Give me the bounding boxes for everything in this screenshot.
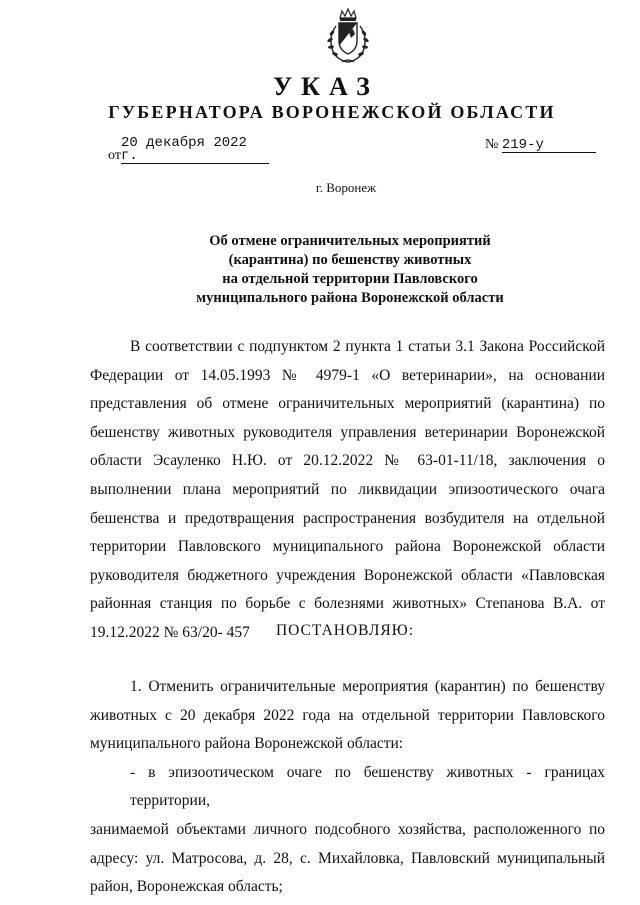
preamble-line: территории Павловского муниципального района Воронежской области	[90, 538, 605, 556]
subject-line: Об отмене ограничительных мероприятий	[209, 233, 491, 249]
preamble-line: бешенству животных руководителя управления ветеринарии Воронежской	[90, 423, 605, 441]
resolve-heading: ПОСТАНОВЛЯЮ:	[275, 622, 415, 639]
date-value: 20 декабря 2022 г.	[121, 137, 269, 164]
clause-line: животных с 20 декабря 2022 года на отдельной территории Павловского	[90, 706, 605, 724]
city-name: г. Воронеж	[315, 180, 377, 195]
decree-subject	[160, 232, 540, 308]
decree-number	[485, 137, 615, 153]
preamble-paragraph	[90, 333, 605, 648]
subject-line: (карантина) по бешенству животных	[228, 252, 472, 268]
preamble-line: выполнении плана мероприятий по ликвидации эпизоотического очага	[90, 480, 605, 498]
issuer-title: ГУБЕРНАТОРА ВОРОНЕЖСКОЙ ОБЛАСТИ	[108, 102, 556, 122]
clause-line: район, Воронежская область;	[90, 878, 283, 896]
preamble-line: представления об отмене ограничительных мероприятий (карантина) по	[90, 395, 605, 413]
preamble-line: Федерации от 14.05.1993 № 4979-1 «О ветеринарии», на основании	[90, 366, 605, 384]
number-prefix: №	[485, 137, 499, 152]
coat-of-arms-emblem	[322, 8, 374, 66]
preamble-line: области Эсауленко Н.Ю. от 20.12.2022 № 63-01-11/18, заключения о	[90, 452, 605, 470]
clauses-section	[90, 673, 605, 902]
preamble-line: бешенства и предотвращения распространения возбудителя на отдельной	[90, 509, 605, 527]
clause-line: занимаемой объектами личного подсобного хозяйства, расположенного по	[90, 820, 605, 838]
number-value: 219-у	[502, 139, 596, 153]
clause-line: адресу: ул. Матросова, д. 28, с. Михайловка, Павловский муниципальный	[90, 849, 605, 867]
subject-line: на отдельной территории Павловского	[222, 271, 478, 287]
clause-line: муниципального района Воронежской области:	[90, 735, 404, 753]
preamble-line: 19.12.2022 № 63/20- 457	[90, 623, 250, 641]
clause-line: - в эпизоотическом очаге по бешенству животных - границах территории,	[130, 763, 605, 810]
preamble-line: В соответствии с подпунктом 2 пункта 1 статьи 3.1 Закона Российской	[130, 338, 605, 355]
decree-date	[108, 137, 273, 164]
clause-line: 1. Отменить ограничительные мероприятия (карантин) по бешенству	[130, 678, 605, 695]
preamble-line: руководителя бюджетного учреждения Воронежской области «Павловская	[90, 566, 605, 584]
document-type-title: УКАЗ	[273, 72, 379, 101]
preamble-line: районная станция по борьбе с болезнями животных» Степанова В.А. от	[90, 595, 605, 613]
date-prefix: от	[108, 148, 121, 163]
subject-line: муниципального района Воронежской области	[196, 290, 504, 306]
